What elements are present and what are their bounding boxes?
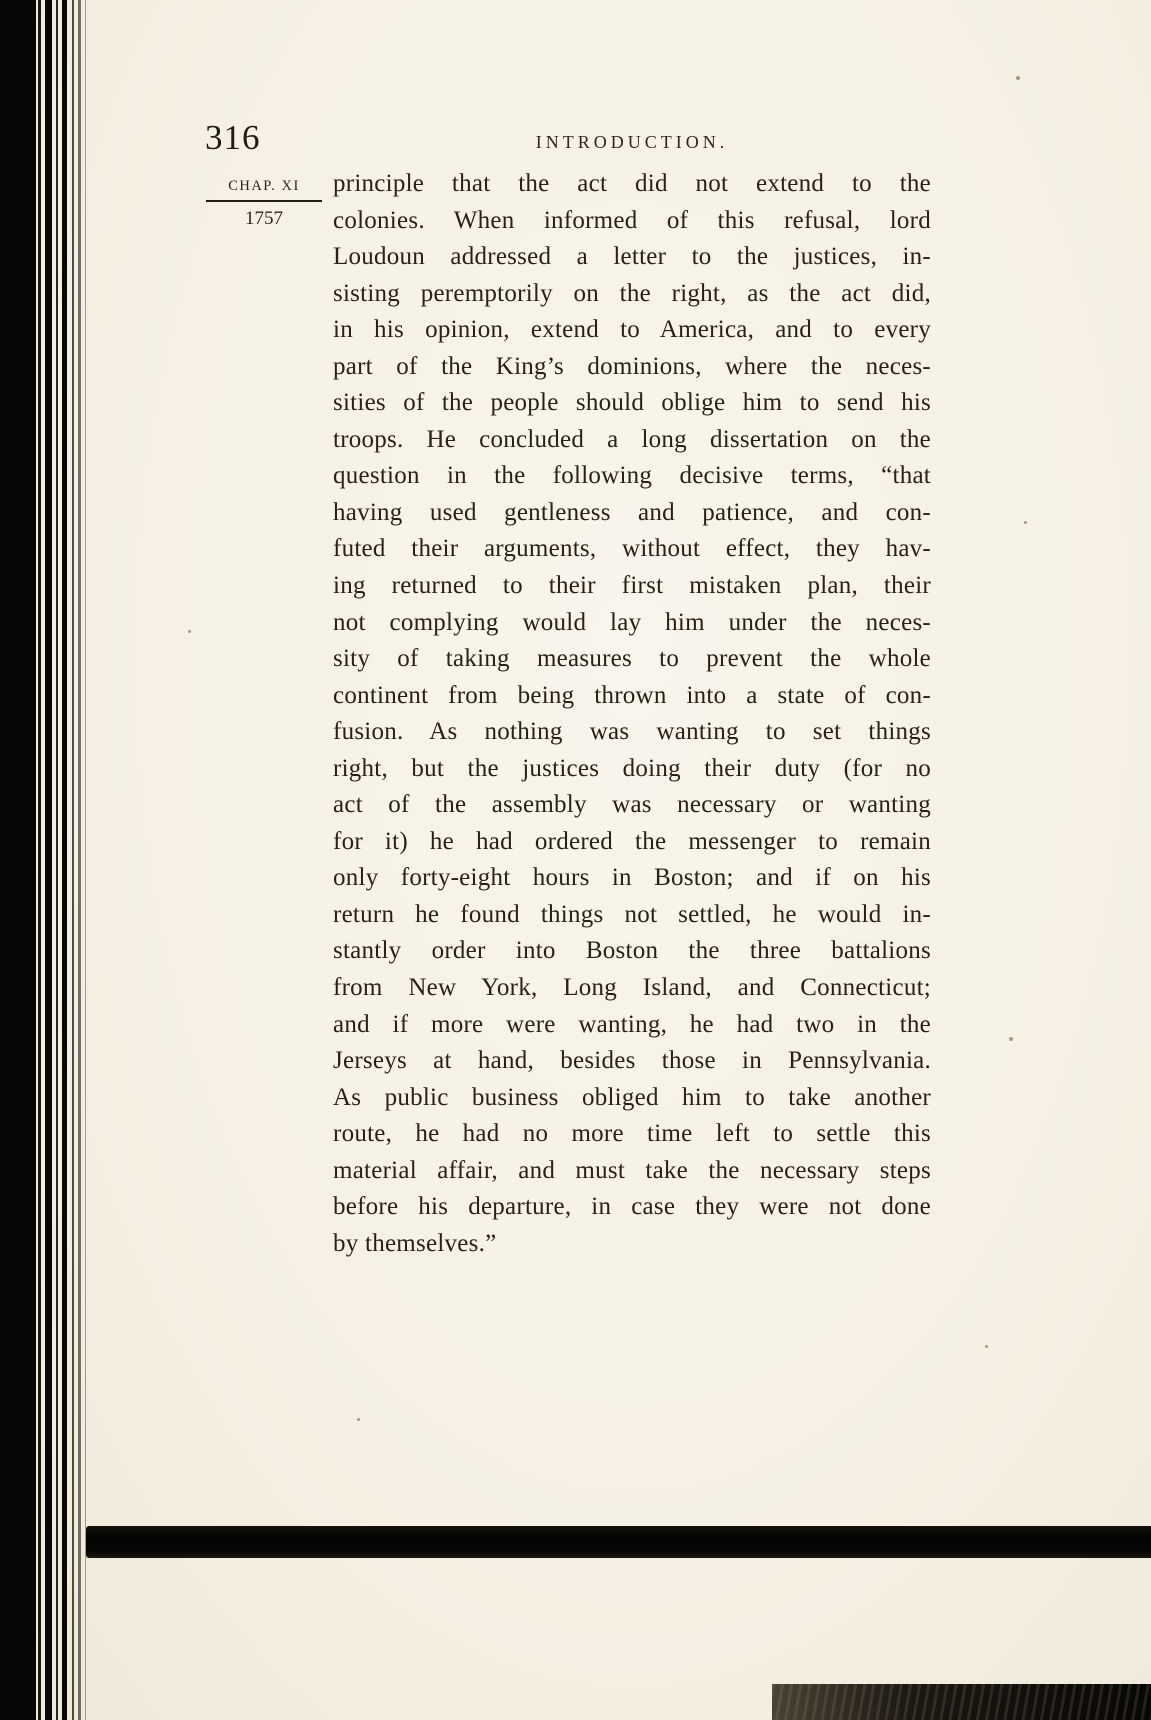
text-line: part of the King’s dominions, where the neces- xyxy=(333,352,931,380)
text-line: act of the assembly was necessary or wanting xyxy=(333,791,931,819)
scan-artifact-corner xyxy=(772,1684,1151,1720)
text-line: fusion. As nothing was wanting to set things xyxy=(333,718,931,746)
text-line: troops. He concluded a long dissertation on the xyxy=(333,425,931,453)
binding-stripe xyxy=(78,0,81,1720)
text-line: from New York, Long Island, and Connecticut; xyxy=(333,974,931,1002)
scan-speck xyxy=(357,1418,360,1421)
text-line: futed their arguments, without effect, they hav- xyxy=(333,535,931,563)
binding-stripe xyxy=(56,0,58,1720)
text-line: having used gentleness and patience, and con- xyxy=(333,498,931,526)
text-line: continent from being thrown into a state of con- xyxy=(333,681,931,709)
body-text xyxy=(333,166,931,1262)
scan-speck xyxy=(1009,1037,1013,1041)
text-line: sisting peremptorily on the right, as the act did, xyxy=(333,279,931,307)
text-line: route, he had no more time left to settle this xyxy=(333,1120,931,1148)
year-label: 1757 xyxy=(245,208,283,229)
text-line: right, but the justices doing their duty (for no xyxy=(333,754,931,782)
scan-artifact-bottom-bar xyxy=(86,1526,1151,1558)
text-line: Loudoun addressed a letter to the justices, in- xyxy=(333,243,931,271)
text-line: sities of the people should oblige him to send his xyxy=(333,389,931,417)
text-line: not complying would lay him under the neces- xyxy=(333,608,931,636)
binding-stripe xyxy=(38,0,41,1720)
margin-note xyxy=(206,178,322,230)
scan-speck xyxy=(1024,521,1027,524)
scan-speck xyxy=(188,630,191,633)
binding-stripe xyxy=(85,0,86,1720)
binding-stripe xyxy=(72,0,74,1720)
text-line: question in the following decisive terms, “that xyxy=(333,462,931,490)
text-line: ing returned to their first mistaken plan, their xyxy=(333,572,931,600)
text-line: Jerseys at hand, besides those in Pennsylvania. xyxy=(333,1047,931,1075)
text-line: and if more were wanting, he had two in the xyxy=(333,1010,931,1038)
binding-stripe xyxy=(45,0,52,1720)
chapter-label: CHAP. XI xyxy=(228,178,300,194)
text-line: only forty-eight hours in Boston; and if on his xyxy=(333,864,931,892)
text-line: for it) he had ordered the messenger to remain xyxy=(333,827,931,855)
text-line: return he found things not settled, he would in- xyxy=(333,900,931,928)
text-line: material affair, and must take the necessary steps xyxy=(333,1156,931,1184)
text-line: colonies. When informed of this refusal, lord xyxy=(333,206,931,234)
scan-speck xyxy=(1016,76,1020,80)
binding-edge xyxy=(0,0,95,1720)
running-header: INTRODUCTION. xyxy=(535,132,729,152)
text-line: principle that the act did not extend to the xyxy=(333,170,931,197)
text-line: stantly order into Boston the three battalions xyxy=(333,937,931,965)
text-line: sity of taking measures to prevent the whole xyxy=(333,645,931,673)
text-line: before his departure, in case they were not done xyxy=(333,1193,931,1221)
scan-speck xyxy=(985,1345,988,1348)
text-line: in his opinion, extend to America, and to every xyxy=(333,316,931,344)
margin-rule xyxy=(206,200,322,202)
binding-stripe xyxy=(62,0,67,1720)
binding-stripe xyxy=(0,0,36,1720)
page-number: 316 xyxy=(205,118,261,157)
text-line: by themselves.” xyxy=(333,1229,497,1257)
text-line: As public business obliged him to take another xyxy=(333,1083,931,1111)
